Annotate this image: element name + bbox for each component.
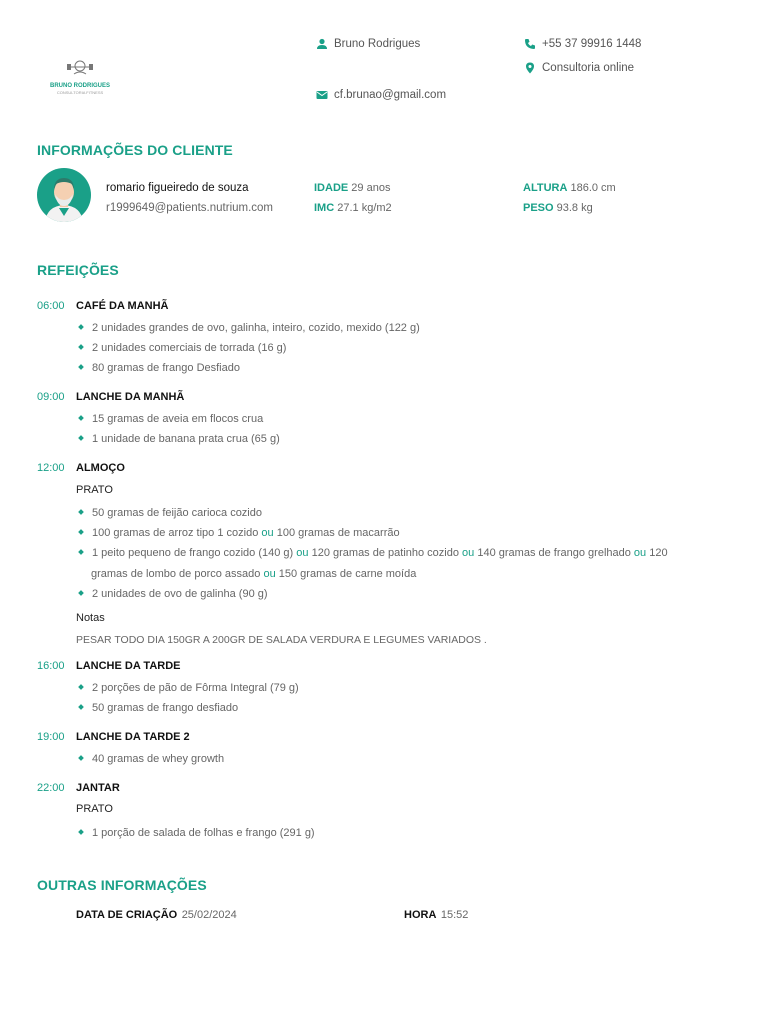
meal-name: LANCHE DA MANHÃ xyxy=(76,391,185,403)
header-person xyxy=(316,38,420,50)
avatar-illustration-icon xyxy=(37,168,91,222)
stat-idade-value: 29 anos xyxy=(351,182,391,194)
stat-idade xyxy=(314,182,390,194)
bullet-icon xyxy=(78,755,84,761)
brand-logo xyxy=(44,58,116,98)
bullet-icon xyxy=(78,704,84,710)
meal-time: 19:00 xyxy=(37,731,65,743)
meal-name: LANCHE DA TARDE xyxy=(76,660,181,672)
created-date xyxy=(76,905,237,923)
meal-name: LANCHE DA TARDE 2 xyxy=(76,731,190,743)
stat-imc-value: 27.1 kg/m2 xyxy=(337,202,392,214)
logo-name: BRUNO RODRIGUES xyxy=(49,83,110,89)
list-item: 50 gramas de feijão carioca cozido xyxy=(76,503,716,523)
meal-name: ALMOÇO xyxy=(76,462,125,474)
list-item: 2 porções de pão de Fôrma Integral (79 g) xyxy=(76,678,716,698)
created-hour-value: 15:52 xyxy=(440,909,469,921)
stat-idade-label: IDADE xyxy=(314,182,349,194)
created-hour-label: HORA xyxy=(404,909,437,921)
other-section-title: OUTRAS INFORMAÇÕES xyxy=(37,877,207,893)
logo-mark-icon xyxy=(65,58,95,78)
stat-altura xyxy=(523,182,616,194)
list-item-continued: gramas de lombo de porco assado ou 150 gramas de carne moída xyxy=(91,568,417,580)
list-item: 2 unidades comerciais de torrada (16 g) xyxy=(76,338,716,358)
meal-subhead: PRATO xyxy=(76,484,113,496)
bullet-icon xyxy=(78,590,84,596)
meal-name: JANTAR xyxy=(76,782,120,794)
location-icon xyxy=(524,62,536,74)
header-location xyxy=(524,62,634,74)
bullet-icon xyxy=(78,529,84,535)
bullet-icon xyxy=(78,829,84,835)
bullet-icon xyxy=(78,549,84,555)
meals-section-title: REFEIÇÕES xyxy=(37,262,119,278)
list-item: 50 gramas de frango desfiado xyxy=(76,698,716,718)
header-email-address: cf.brunao@gmail.com xyxy=(334,89,447,101)
bullet-icon xyxy=(78,415,84,421)
bullet-icon xyxy=(78,344,84,350)
header-phone[interactable] xyxy=(524,38,641,50)
header-email[interactable] xyxy=(316,89,446,101)
header-person-name: Bruno Rodrigues xyxy=(334,38,421,50)
client-section-title: INFORMAÇÕES DO CLIENTE xyxy=(37,142,233,158)
bullet-icon xyxy=(78,509,84,515)
stat-peso xyxy=(523,202,593,214)
client-name: romario figueiredo de souza xyxy=(106,182,249,194)
bullet-icon xyxy=(78,435,84,441)
created-hour xyxy=(404,905,468,923)
meal-name: CAFÉ DA MANHÃ xyxy=(76,300,169,312)
stat-imc-label: IMC xyxy=(314,202,335,214)
notes-text: PESAR TODO DIA 150GR A 200GR DE SALADA VERDURA E LEGUMES VARIADOS . xyxy=(76,634,487,646)
created-date-value: 25/02/2024 xyxy=(181,909,237,921)
stat-altura-label: ALTURA xyxy=(523,182,568,194)
list-item: 40 gramas de whey growth xyxy=(76,749,716,769)
meal-time: 09:00 xyxy=(37,391,65,403)
list-item: 15 gramas de aveia em flocos crua xyxy=(76,409,716,429)
list-item: 1 porção de salada de folhas e frango (291 g) xyxy=(76,823,716,843)
header-location-text: Consultoria online xyxy=(542,62,635,74)
list-item: 1 peito pequeno de frango cozido (140 g) ou 120 gramas de patinho cozido ou 140 gramas de frango grelhado ou 120 xyxy=(76,543,696,563)
stat-altura-value: 186.0 cm xyxy=(570,182,616,194)
mail-icon xyxy=(316,89,328,101)
bullet-icon xyxy=(78,324,84,330)
list-item: 100 gramas de arroz tipo 1 cozido ou 100 gramas de macarrão xyxy=(76,523,716,543)
created-date-label: DATA DE CRIAÇÃO xyxy=(76,909,178,921)
client-email: r1999649@patients.nutrium.com xyxy=(106,202,274,214)
header-phone-number: +55 37 99916 1448 xyxy=(542,38,642,50)
meal-subhead: PRATO xyxy=(76,803,113,815)
meal-time: 16:00 xyxy=(37,660,65,672)
meal-time: 06:00 xyxy=(37,300,65,312)
person-icon xyxy=(316,38,328,50)
avatar xyxy=(37,168,91,222)
stat-peso-label: PESO xyxy=(523,202,554,214)
bullet-icon xyxy=(78,364,84,370)
logo-subtitle: CONSULTORIA FITNESS xyxy=(56,90,104,95)
phone-icon xyxy=(524,38,536,50)
list-item: 1 unidade de banana prata crua (65 g) xyxy=(76,429,716,449)
stat-peso-value: 93.8 kg xyxy=(556,202,593,214)
meal-time: 22:00 xyxy=(37,782,65,794)
meal-time: 12:00 xyxy=(37,462,65,474)
notes-label: Notas xyxy=(76,612,105,624)
list-item: 2 unidades de ovo de galinha (90 g) xyxy=(76,584,716,604)
stat-imc xyxy=(314,202,392,214)
list-item: 2 unidades grandes de ovo, galinha, inteiro, cozido, mexido (122 g) xyxy=(76,318,716,338)
bullet-icon xyxy=(78,684,84,690)
list-item: 80 gramas de frango Desfiado xyxy=(76,358,716,378)
